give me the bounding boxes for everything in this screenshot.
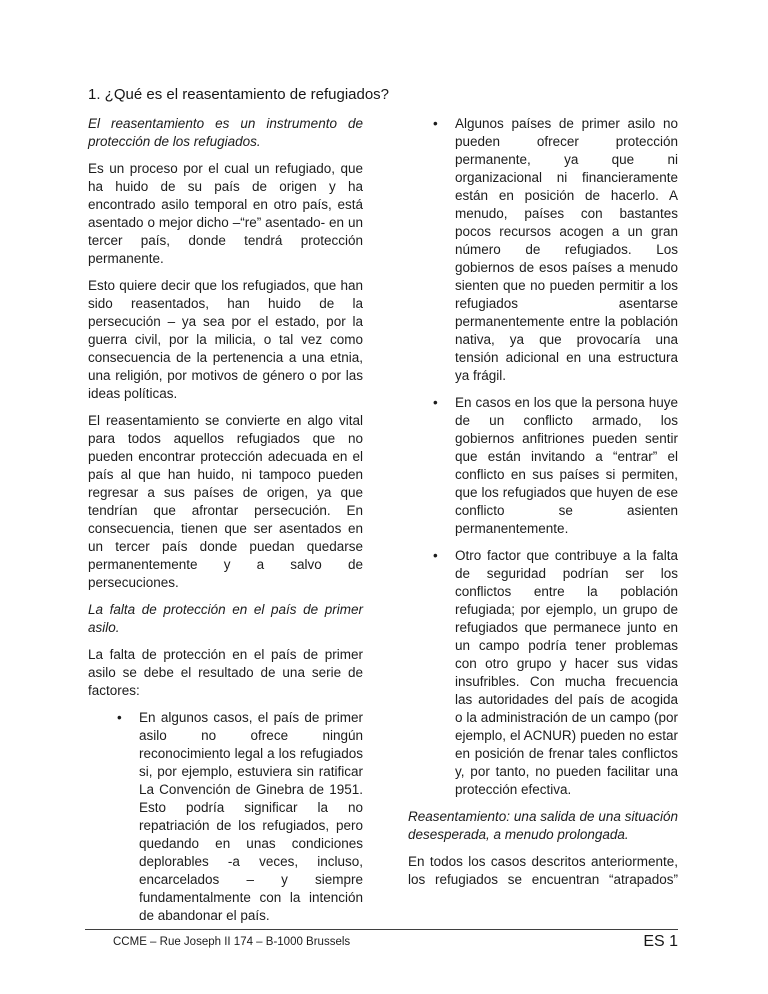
two-column-layout [88,115,678,934]
subheading-first-asylum: La falta de protección en el país de primer asilo. [88,602,363,635]
paragraph-process: Es un proceso por el cual un refugiado, que ha huido de su país de origen y ha encontrado asilo temporal en otro país, está asentado o mejor dicho –“re” asentado- en un tercer país, donde tendrá protección permanente. [88,161,363,266]
footer-page-number: ES 1 [643,933,678,950]
list-item [408,115,678,385]
page-content [88,86,678,934]
intro-paragraph: El reasentamiento es un instrumento de protección de los refugiados. [88,116,363,149]
footer-address: CCME – Rue Joseph II 174 – B-1000 Brussels [113,936,351,948]
list-item [408,547,678,799]
list-item [88,709,363,925]
bullet-icon [117,709,139,925]
bullet-text-security-conflicts: Otro factor que contribuye a la falta de seguridad podrían ser los conflictos entre la población refugiada; por ejemplo, un grupo de refugiados que permanece junto en un campo podría tener problemas con otro grupo y hacer sus vidas insufribles. Con mucha frecuencia las autoridades del país de acogida o la administración de un campo (por ejemplo, el ACNUR) pueden no estar en posición de frenar tales conflictos y, por tanto, no pueden facilitar una protección efectiva. [455,548,678,797]
list-item [408,394,678,538]
bullet-icon [433,394,455,538]
paragraph-factors: La falta de protección en el país de primer asilo se debe el resultado de una serie de factores: [88,647,363,698]
bullet-icon [433,547,455,799]
paragraph-meaning: Esto quiere decir que los refugiados, que han sido reasentados, han huido de la persecución – ya sea por el estado, por la guerra civil, por la milicia, o tal vez como consecuencia de la pertenencia a una etnia, una religión, por motivos de género o por las ideas políticas. [88,278,363,401]
paragraph-trapped: En todos los casos descritos anteriormente, los refugiados se encuentran “atrapados” [408,854,678,887]
paragraph-vital: El reasentamiento se convierte en algo vital para todos aquellos refugiados que no pueden encontrar protección adecuada en el país al que han huido, ni tampoco pueden regresar a sus países de origen, ya que tendrían que afrontar persecución. En consecuencia, tienen que ser asentados en un tercer país donde puedan quedarse permanentemente y a salvo de persecuciones. [88,413,363,590]
subheading-resettlement-exit: Reasentamiento: una salida de una situación desesperada, a menudo prolongada. [408,809,678,842]
right-column [408,115,678,934]
bullet-text-armed-conflict: En casos en los que la persona huye de un conflicto armado, los gobiernos anfitriones pueden sentir que están invitando a “entrar” el conflicto en sus países si permiten, que los refugiados que huyen de ese conflicto se asienten permanentemente. [455,395,678,536]
bullet-text-legal-recognition: En algunos casos, el país de primer asilo no ofrece ningún reconocimiento legal a los refugiados si, por ejemplo, estuviera sin ratificar La Convención de Ginebra de 1951. Esto podría significar la no repatriación de los refugiados, pero quedando en unas condiciones deplorables -a veces, incluso, encarcelados – y siempre fundamentalmente con la intención de abandonar el país. [139,710,363,923]
page-title: 1. ¿Qué es el reasentamiento de refugiados? [88,86,390,103]
left-column [88,115,363,934]
page-footer [85,929,678,951]
bullet-text-no-permanent-protection: Algunos países de primer asilo no pueden ofrecer protección permanente, ya que ni organizacional ni financieramente están en posición de hacerlo. A menudo, países con bastantes pocos recursos acogen a un gran número de refugiados. Los gobiernos de esos países a menudo sienten que no pueden permitir a los refugiados asentarse permanentemente entre la población nativa, ya que provocaría una tensión adicional en una estructura ya frágil. [455,116,678,383]
bullet-icon [433,115,455,385]
